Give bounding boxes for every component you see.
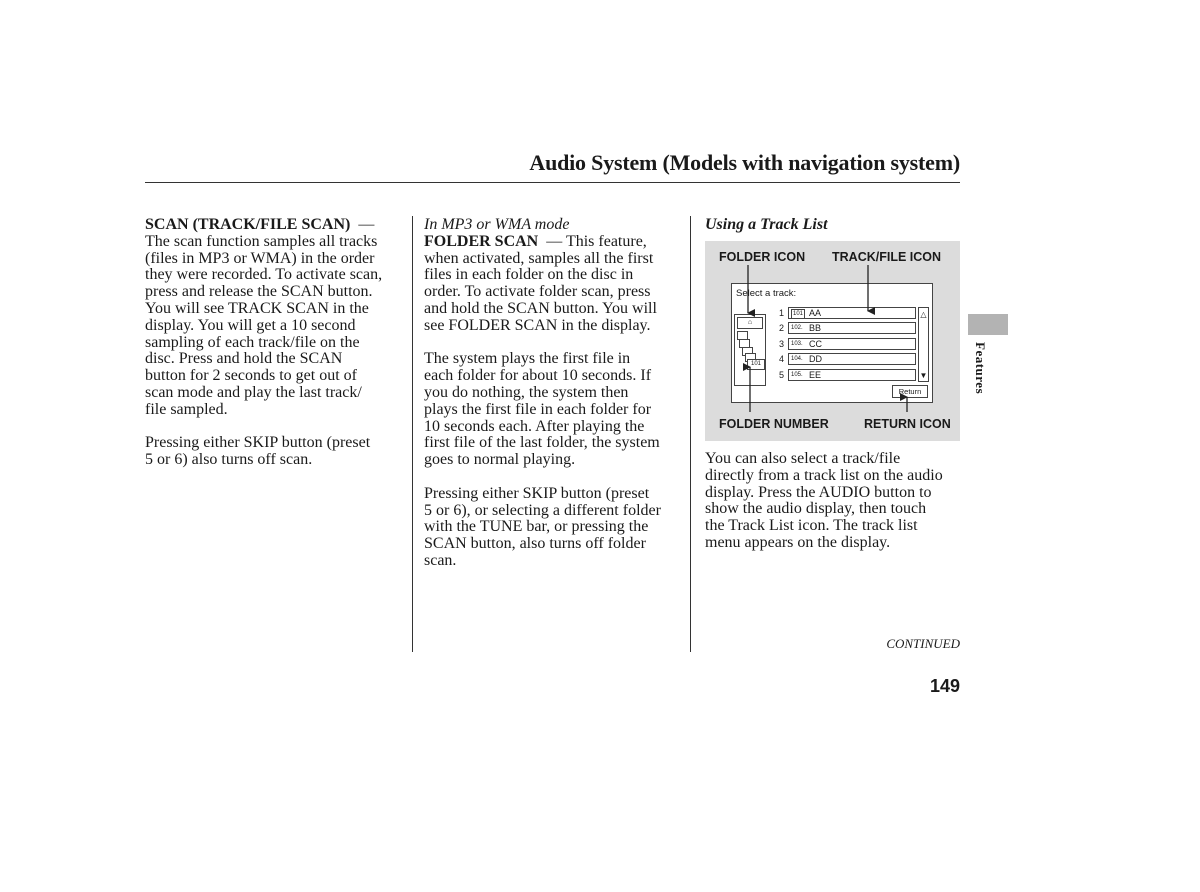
text-line: see FOLDER SCAN in the display. [424,316,651,334]
text-line: files in each folder on the disc in [424,266,634,284]
text-line: scan. [424,551,457,569]
callout-arrows [705,241,960,441]
text-line: goes to normal playing. [424,451,576,469]
text-line: plays the first file in each folder for [424,400,652,418]
label-track-file-icon: TRACK/FILE ICON [832,250,942,264]
text-line: 10 seconds each. After playing the [424,417,645,435]
text-line: The scan function samples all tracks [145,232,378,250]
text-line: you do nothing, the system then [424,383,629,401]
text-line: display. You will get a 10 second [145,316,356,334]
track-file-icon: 101 [793,311,804,317]
text-line: the Track List icon. The track list [705,517,918,535]
track-button[interactable]: 105. EE [788,369,916,381]
column-scan [145,217,405,486]
folder-scan-heading: FOLDER SCAN [424,232,539,250]
system-plays-paragraph [424,351,686,469]
text-line: The system plays the first file in [424,350,631,368]
text-line: with the TUNE bar, or pressing the [424,518,649,536]
column-folder-scan [424,217,686,587]
screen-title: Select a track: [736,288,797,299]
text-line: menu appears on the display. [705,533,891,551]
folder-up-icon[interactable]: ⌂ [737,317,763,329]
track-row[interactable]: 3 103. CC [770,338,930,351]
label-return-icon: RETURN ICON [864,417,951,431]
text-line: (files in MP3 or WMA) in the order [145,249,375,267]
track-button[interactable]: 104. DD [788,353,916,365]
text-line: disc. Press and hold the SCAN [145,350,343,368]
text-line: press and release the SCAN button. [145,283,373,301]
mode-subheading: In MP3 or WMA mode [424,216,570,233]
scroll-up-icon[interactable]: △ [920,310,927,319]
track-file-icon: 103. [791,341,803,347]
track-file-icon: 102. [791,325,803,331]
text-line: button for 2 seconds to get out of [145,367,357,385]
label-folder-number: FOLDER NUMBER [719,417,829,431]
text-line: Pressing either SKIP button (preset [145,434,371,452]
track-row[interactable]: 1 101 AA [770,307,930,320]
text-line: 5 or 6), or selecting a different folder [424,501,661,519]
track-file-icon: 105. [791,372,803,378]
return-button[interactable]: Return [892,385,928,398]
column-divider [412,216,413,652]
text-line: Pressing either SKIP button (preset [424,484,650,502]
folder-number-icon: 101 [747,359,765,370]
text-line: order. To activate folder scan, press [424,283,651,301]
text-line: show the audio display, then touch [705,500,927,518]
text-line: scan mode and play the last track/ [145,383,362,401]
continued-note: CONTINUED [886,636,960,651]
skip-folder-paragraph [424,486,686,570]
page-number: 149 [929,676,960,696]
header-rule [145,182,960,183]
track-row[interactable]: 2 102. BB [770,322,930,335]
track-row[interactable]: 5 105. EE [770,369,930,382]
scroll-down-icon[interactable]: ▼ [919,371,928,380]
section-label: Features [973,342,988,395]
text-line: 5 or 6) also turns off scan. [145,451,313,469]
text-line: You can also select a track/file [705,450,901,467]
text-line: sampling of each track/file on the [145,333,360,351]
text-line: when activated, samples all the first [424,249,654,267]
text-line: SCAN button, also turns off folder [424,535,646,553]
track-row[interactable]: 4 104. DD [770,353,930,366]
track-list-paragraph [705,451,960,552]
track-file-icon: 104. [791,356,803,362]
section-tab [968,314,1008,335]
skip-paragraph [145,435,405,469]
track-button[interactable]: 103. CC [788,338,916,350]
text-line: they were recorded. To activate scan, [145,266,383,284]
label-folder-icon: FOLDER ICON [719,250,806,264]
column-divider [690,216,691,652]
page-title: Audio System (Models with navigation system) [529,150,960,175]
text-line: directly from a track list on the audio [705,466,943,484]
folder-scan-paragraph: FOLDER SCAN — This feature, when activated, samples all the first files in each folder on the disc in order. To activate folder scan, press and hold the SCAN button. You will see FOLDER SCAN in the display. [424,232,657,334]
text-line: each folder for about 10 seconds. If [424,367,652,385]
text-line: You will see TRACK SCAN in the [145,299,369,317]
track-button[interactable]: 102. BB [788,322,916,334]
scan-heading: SCAN (TRACK/FILE SCAN) — [145,216,375,233]
text-line: file sampled. [145,400,228,418]
text-line: and hold the SCAN button. You will [424,299,657,317]
track-list-subheading: Using a Track List [705,216,828,233]
text-line: display. Press the AUDIO button to [705,483,932,501]
track-button[interactable]: 101 AA [788,307,916,319]
text-line: first file of the last folder, the system [424,434,660,452]
scan-paragraph [145,234,405,419]
